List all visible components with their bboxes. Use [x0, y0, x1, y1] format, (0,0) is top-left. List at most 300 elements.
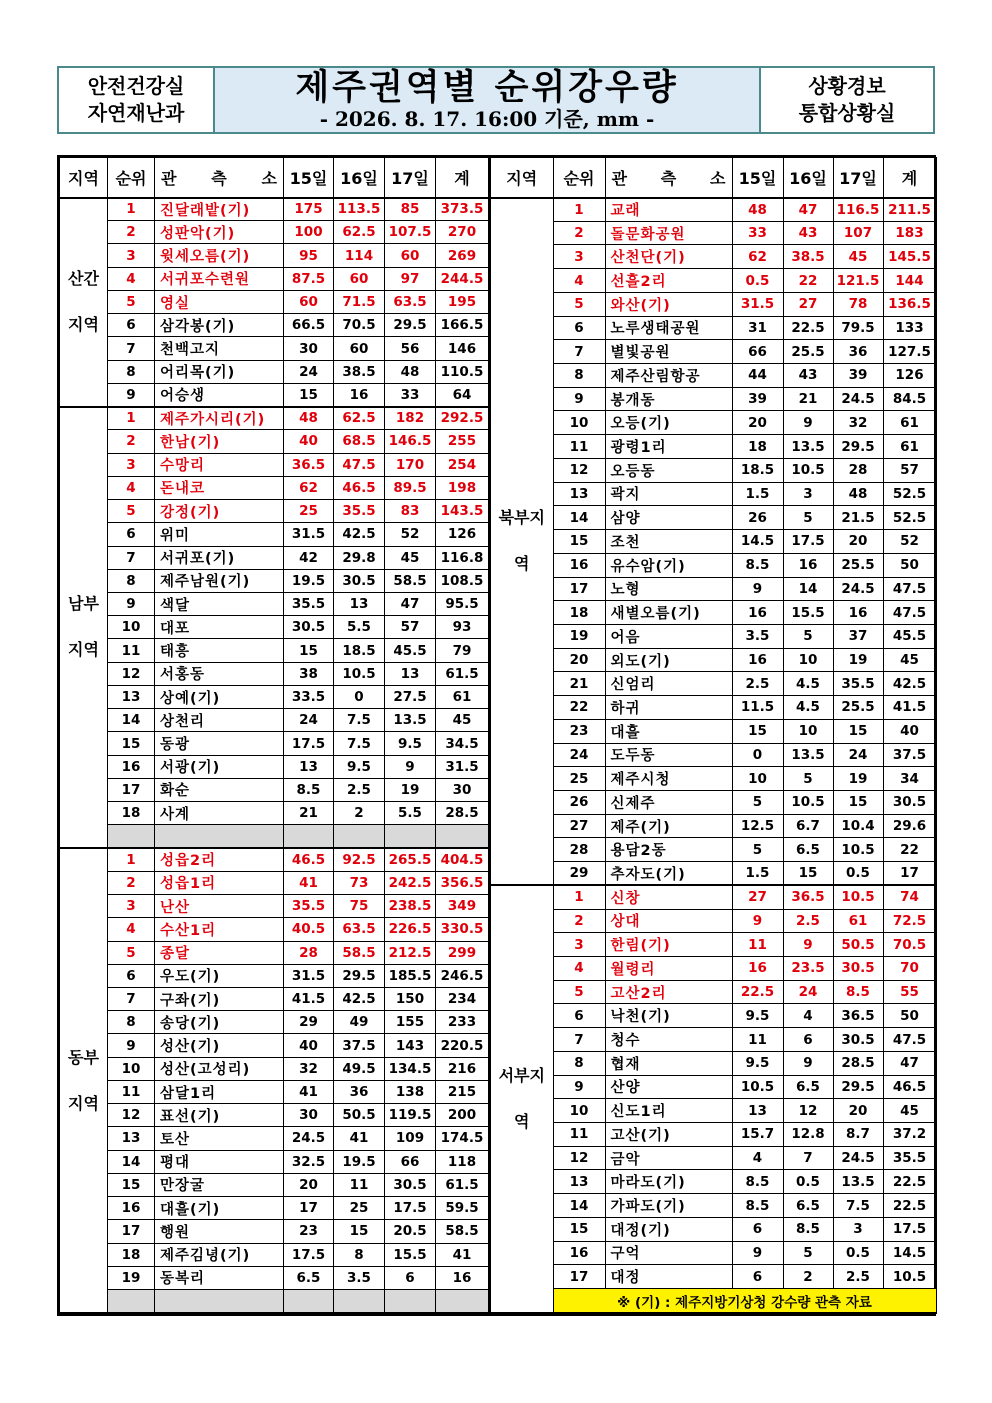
- rank-cell: 17: [108, 1220, 155, 1243]
- station-cell: 마라도(기): [605, 1170, 732, 1194]
- day15-cell: 6.5: [284, 1266, 334, 1289]
- day17-cell: 8.5: [833, 980, 883, 1004]
- station-cell: 신엄리: [605, 672, 732, 696]
- total-cell: 74: [883, 885, 936, 909]
- table-row: [490, 387, 936, 411]
- day16-cell: 62.5: [334, 407, 385, 430]
- table-row: [60, 709, 489, 732]
- station-cell: 위미: [155, 523, 284, 546]
- day15-cell: 15: [284, 383, 334, 406]
- station-cell: 난산: [155, 895, 284, 918]
- rank-cell: 22: [553, 696, 605, 720]
- table-row: [60, 732, 489, 755]
- station-cell: 대포: [155, 616, 284, 639]
- table-row: [490, 245, 936, 269]
- day17-cell: 24.5: [833, 577, 883, 601]
- table-row: [60, 267, 489, 290]
- station-cell: 봉개동: [605, 387, 732, 411]
- table-row: [60, 592, 489, 615]
- station-cell: 종달: [155, 941, 284, 964]
- station-cell: 송당(기): [155, 1011, 284, 1034]
- table-row: [60, 1057, 489, 1080]
- day15-cell: 27: [732, 885, 783, 909]
- table-row: [490, 553, 936, 577]
- rank-cell: 10: [553, 411, 605, 435]
- region-label: 산간지역: [60, 198, 108, 407]
- rank-cell: 2: [553, 909, 605, 933]
- total-cell: 34.5: [436, 732, 489, 755]
- table-row: [490, 1123, 936, 1147]
- day17-cell: 30.5: [833, 957, 883, 981]
- total-cell: 234: [436, 987, 489, 1010]
- total-cell: 41: [436, 1243, 489, 1266]
- day15-cell: 1.5: [732, 482, 783, 506]
- total-cell: 126: [436, 523, 489, 546]
- col-rank: 순위: [108, 158, 155, 198]
- station-cell: 서광(기): [155, 755, 284, 778]
- region-label: 남부지역: [60, 407, 108, 848]
- station-cell: 성산(고성리): [155, 1057, 284, 1080]
- station-cell: 토산: [155, 1127, 284, 1150]
- day15-cell: 24.5: [284, 1127, 334, 1150]
- day17-cell: 61: [833, 909, 883, 933]
- day15-cell: 40: [284, 430, 334, 453]
- rank-cell: 12: [553, 1146, 605, 1170]
- rank-cell: 9: [553, 387, 605, 411]
- rank-cell: 1: [108, 848, 155, 871]
- station-cell: 와산(기): [605, 292, 732, 316]
- total-cell: 29.6: [883, 814, 936, 838]
- rank-cell: 1: [553, 885, 605, 909]
- station-cell: 광령1리: [605, 435, 732, 459]
- table-row: [60, 918, 489, 941]
- day17-cell: 134.5: [385, 1057, 436, 1080]
- total-cell: 30: [436, 778, 489, 801]
- total-cell: 84.5: [883, 387, 936, 411]
- day17-cell: 48: [385, 360, 436, 383]
- rank-cell: 10: [108, 1057, 155, 1080]
- dept-line-1: 안전건강실: [87, 74, 185, 98]
- day16-cell: 30.5: [334, 569, 385, 592]
- table-row: [60, 314, 489, 337]
- rank-cell: 10: [108, 616, 155, 639]
- day15-cell: 30: [284, 1104, 334, 1127]
- page-subtitle: - 2026. 8. 17. 16:00 기준, mm -: [319, 107, 655, 131]
- table-row: [490, 364, 936, 388]
- station-cell: 월령리: [605, 957, 732, 981]
- day15-cell: 20: [732, 411, 783, 435]
- total-cell: 349: [436, 895, 489, 918]
- station-cell: 신제주: [605, 790, 732, 814]
- region-label: 서부지역: [490, 885, 553, 1313]
- day15-cell: 10.5: [732, 1075, 783, 1099]
- day16-cell: 2.5: [334, 778, 385, 801]
- station-cell: 돈내코: [155, 476, 284, 499]
- day15-cell: 25: [284, 500, 334, 523]
- station-cell: 구좌(기): [155, 987, 284, 1010]
- day17-cell: 25.5: [833, 553, 883, 577]
- day16-cell: 21: [783, 387, 833, 411]
- day16-cell: 38.5: [334, 360, 385, 383]
- col-day16: 16일: [783, 158, 833, 198]
- total-cell: 244.5: [436, 267, 489, 290]
- day17-cell: 45: [385, 546, 436, 569]
- day16-cell: 41: [334, 1127, 385, 1150]
- day15-cell: 100: [284, 221, 334, 244]
- station-cell: 표선(기): [155, 1104, 284, 1127]
- total-cell: 37.2: [883, 1123, 936, 1147]
- day16-cell: 49: [334, 1011, 385, 1034]
- table-row: [490, 1099, 936, 1123]
- station-cell: 행원: [155, 1220, 284, 1243]
- total-cell: 127.5: [883, 340, 936, 364]
- day17-cell: 21.5: [833, 506, 883, 530]
- day15-cell: 9.5: [732, 1004, 783, 1028]
- station-cell: 어리목(기): [155, 360, 284, 383]
- col-region: 지역: [490, 158, 553, 198]
- total-cell: 220.5: [436, 1034, 489, 1057]
- rank-cell: 6: [553, 316, 605, 340]
- table-row: [490, 790, 936, 814]
- table-row: [490, 980, 936, 1004]
- day15-cell: 35.5: [284, 592, 334, 615]
- day17-cell: 10.4: [833, 814, 883, 838]
- total-cell: 93: [436, 616, 489, 639]
- total-cell: 61: [883, 411, 936, 435]
- day16-cell: 35.5: [334, 500, 385, 523]
- day17-cell: 182: [385, 407, 436, 430]
- total-cell: 41.5: [883, 696, 936, 720]
- day15-cell: 31: [732, 316, 783, 340]
- day15-cell: 62: [284, 476, 334, 499]
- rank-cell: 6: [553, 1004, 605, 1028]
- total-cell: 45: [883, 648, 936, 672]
- day16-cell: 60: [334, 337, 385, 360]
- day16-cell: 62.5: [334, 221, 385, 244]
- station-cell: 제주시청: [605, 767, 732, 791]
- col-rank: 순위: [553, 158, 605, 198]
- station-cell: 상예(기): [155, 685, 284, 708]
- rank-cell: 16: [553, 1241, 605, 1265]
- day17-cell: 60: [385, 244, 436, 267]
- day16-cell: 37.5: [334, 1034, 385, 1057]
- day15-cell: [284, 1290, 334, 1313]
- day15-cell: 2.5: [732, 672, 783, 696]
- station-cell: 선흘2리: [605, 269, 732, 293]
- day16-cell: 43: [783, 364, 833, 388]
- day17-cell: 24.5: [833, 387, 883, 411]
- table-row: [490, 482, 936, 506]
- day15-cell: 11.5: [732, 696, 783, 720]
- station-cell: 외도(기): [605, 648, 732, 672]
- rank-cell: [108, 825, 155, 848]
- day16-cell: 18.5: [334, 639, 385, 662]
- station-cell: 새별오름(기): [605, 601, 732, 625]
- day16-cell: 9: [783, 1051, 833, 1075]
- day17-cell: 35.5: [833, 672, 883, 696]
- day16-cell: 6.5: [783, 1194, 833, 1218]
- table-row: [490, 862, 936, 886]
- day16-cell: 75: [334, 895, 385, 918]
- table-row: [490, 1146, 936, 1170]
- total-cell: 70.5: [883, 933, 936, 957]
- total-cell: 52.5: [883, 506, 936, 530]
- total-cell: 404.5: [436, 848, 489, 871]
- table-row: [60, 1080, 489, 1103]
- day15-cell: 60: [284, 290, 334, 313]
- table-row: [490, 648, 936, 672]
- rank-cell: 14: [553, 506, 605, 530]
- day17-cell: 30.5: [833, 1028, 883, 1052]
- day17-cell: 13: [385, 662, 436, 685]
- day17-cell: 83: [385, 500, 436, 523]
- day16-cell: 43: [783, 221, 833, 245]
- col-day15: 15일: [284, 158, 334, 198]
- day15-cell: 9: [732, 1241, 783, 1265]
- rainfall-table-left: [59, 157, 489, 1314]
- rank-cell: 29: [553, 862, 605, 886]
- day17-cell: 242.5: [385, 871, 436, 894]
- day15-cell: 15: [284, 639, 334, 662]
- table-row: [490, 1075, 936, 1099]
- rank-cell: 24: [553, 743, 605, 767]
- station-cell: 동복리: [155, 1266, 284, 1289]
- day15-cell: 15.7: [732, 1123, 783, 1147]
- table-row: [60, 685, 489, 708]
- table-row: [490, 743, 936, 767]
- day17-cell: 63.5: [385, 290, 436, 313]
- dept-line-2: 자연재난과: [87, 101, 185, 125]
- station-cell: 가파도(기): [605, 1194, 732, 1218]
- day17-cell: 138: [385, 1080, 436, 1103]
- day17-cell: 39: [833, 364, 883, 388]
- total-cell: 356.5: [436, 871, 489, 894]
- station-cell: 산양: [605, 1075, 732, 1099]
- day15-cell: 9: [732, 909, 783, 933]
- day16-cell: 73: [334, 871, 385, 894]
- day15-cell: 33.5: [284, 685, 334, 708]
- rank-cell: 8: [108, 360, 155, 383]
- day15-cell: 0: [732, 743, 783, 767]
- day15-cell: 66: [732, 340, 783, 364]
- station-cell: 사계: [155, 802, 284, 825]
- table-row: [60, 964, 489, 987]
- col-station: 관 측 소: [155, 158, 284, 198]
- day16-cell: 7.5: [334, 709, 385, 732]
- table-row: [60, 383, 489, 406]
- rank-cell: 18: [108, 1243, 155, 1266]
- total-cell: 133: [883, 316, 936, 340]
- total-cell: 16: [436, 1266, 489, 1289]
- station-cell: 동광: [155, 732, 284, 755]
- station-cell: 조천: [605, 530, 732, 554]
- total-cell: 22: [883, 838, 936, 862]
- rank-cell: 20: [553, 648, 605, 672]
- day17-cell: 29.5: [385, 314, 436, 337]
- day16-cell: 2: [334, 802, 385, 825]
- day15-cell: 48: [284, 407, 334, 430]
- day16-cell: 36.5: [783, 885, 833, 909]
- total-cell: 174.5: [436, 1127, 489, 1150]
- rank-cell: 13: [553, 1170, 605, 1194]
- total-cell: 30.5: [883, 790, 936, 814]
- station-cell: 상대: [605, 909, 732, 933]
- station-cell: 오등동: [605, 458, 732, 482]
- day17-cell: 121.5: [833, 269, 883, 293]
- day15-cell: 39: [732, 387, 783, 411]
- table-row: [490, 957, 936, 981]
- day17-cell: 56: [385, 337, 436, 360]
- day15-cell: 11: [732, 933, 783, 957]
- day17-cell: 20: [833, 530, 883, 554]
- table-row: [490, 601, 936, 625]
- station-cell: 진달래밭(기): [155, 198, 284, 221]
- day15-cell: 8.5: [732, 1170, 783, 1194]
- total-cell: 292.5: [436, 407, 489, 430]
- day16-cell: 6.7: [783, 814, 833, 838]
- station-cell: 제주가시리(기): [155, 407, 284, 430]
- rank-cell: 9: [553, 1075, 605, 1099]
- rank-cell: 25: [553, 767, 605, 791]
- day16-cell: 5: [783, 506, 833, 530]
- rank-cell: 5: [553, 292, 605, 316]
- col-day16: 16일: [334, 158, 385, 198]
- rank-cell: 16: [108, 1197, 155, 1220]
- station-cell: 제주김녕(기): [155, 1243, 284, 1266]
- source-note: ※ (기) : 제주지방기상청 강수량 관측 자료: [553, 1289, 936, 1313]
- day15-cell: 24: [284, 709, 334, 732]
- table-row: [60, 848, 489, 871]
- table-row: [60, 941, 489, 964]
- station-cell: 윗세오름(기): [155, 244, 284, 267]
- rank-cell: 17: [553, 1265, 605, 1289]
- rank-cell: 4: [108, 918, 155, 941]
- total-cell: 246.5: [436, 964, 489, 987]
- day15-cell: 40: [284, 1034, 334, 1057]
- col-region: 지역: [60, 158, 108, 198]
- day17-cell: 150: [385, 987, 436, 1010]
- day15-cell: 16: [732, 648, 783, 672]
- table-row: [490, 1241, 936, 1265]
- table-row: [60, 802, 489, 825]
- day16-cell: 6: [783, 1028, 833, 1052]
- rank-cell: 23: [553, 719, 605, 743]
- station-cell: 어승생: [155, 383, 284, 406]
- rank-cell: 3: [108, 895, 155, 918]
- total-cell: 46.5: [883, 1075, 936, 1099]
- day17-cell: 37: [833, 624, 883, 648]
- day15-cell: 36.5: [284, 453, 334, 476]
- station-cell: 제주남원(기): [155, 569, 284, 592]
- day16-cell: 2: [783, 1265, 833, 1289]
- rank-cell: 12: [108, 1104, 155, 1127]
- day17-cell: 6: [385, 1266, 436, 1289]
- day17-cell: 97: [385, 267, 436, 290]
- day16-cell: 63.5: [334, 918, 385, 941]
- day16-cell: 12.8: [783, 1123, 833, 1147]
- table-row: [60, 337, 489, 360]
- day16-cell: 25: [334, 1197, 385, 1220]
- rank-cell: 15: [108, 1173, 155, 1196]
- day16-cell: 114: [334, 244, 385, 267]
- station-cell: 고산2리: [605, 980, 732, 1004]
- table-row: [60, 639, 489, 662]
- rank-cell: 4: [553, 269, 605, 293]
- rank-cell: 3: [108, 244, 155, 267]
- table-row: [60, 1173, 489, 1196]
- document-header: [57, 66, 935, 134]
- day15-cell: 6: [732, 1217, 783, 1241]
- rank-cell: 19: [553, 624, 605, 648]
- col-day17: 17일: [833, 158, 883, 198]
- day15-cell: 8.5: [732, 553, 783, 577]
- rank-cell: 2: [108, 221, 155, 244]
- station-cell: 신창: [605, 885, 732, 909]
- station-cell: 수산1리: [155, 918, 284, 941]
- table-row: [490, 435, 936, 459]
- day16-cell: 13.5: [783, 435, 833, 459]
- total-cell: 47: [883, 1051, 936, 1075]
- day16-cell: 113.5: [334, 198, 385, 221]
- rank-cell: 2: [108, 430, 155, 453]
- day16-cell: 92.5: [334, 848, 385, 871]
- day16-cell: 22: [783, 269, 833, 293]
- day16-cell: 5: [783, 767, 833, 791]
- rank-cell: 13: [553, 482, 605, 506]
- day16-cell: 7.5: [334, 732, 385, 755]
- total-cell: 55: [883, 980, 936, 1004]
- table-row: [490, 719, 936, 743]
- table-row: [60, 523, 489, 546]
- station-cell: 대정(기): [605, 1217, 732, 1241]
- table-row: [60, 430, 489, 453]
- day17-cell: 85: [385, 198, 436, 221]
- rank-cell: 6: [108, 314, 155, 337]
- station-cell: 한림(기): [605, 933, 732, 957]
- station-cell: 태흥: [155, 639, 284, 662]
- day17-cell: 10.5: [833, 885, 883, 909]
- total-cell: 126: [883, 364, 936, 388]
- table-row: [60, 662, 489, 685]
- table-row: [60, 871, 489, 894]
- station-cell: 곽지: [605, 482, 732, 506]
- rank-cell: 11: [553, 1123, 605, 1147]
- station-cell: 노루생태공원: [605, 316, 732, 340]
- day17-cell: 13.5: [385, 709, 436, 732]
- day15-cell: 12.5: [732, 814, 783, 838]
- station-cell: 제주산림항공: [605, 364, 732, 388]
- rank-cell: 18: [108, 802, 155, 825]
- table-row: [60, 1290, 489, 1313]
- station-cell: 삼양: [605, 506, 732, 530]
- station-cell: 한남(기): [155, 430, 284, 453]
- table-header-row: [60, 158, 489, 198]
- total-cell: 211.5: [883, 198, 936, 222]
- day17-cell: 50.5: [833, 933, 883, 957]
- station-cell: [155, 1290, 284, 1313]
- day15-cell: 13: [732, 1099, 783, 1123]
- rank-cell: 26: [553, 790, 605, 814]
- table-row: [490, 506, 936, 530]
- rank-cell: 11: [108, 1080, 155, 1103]
- rank-cell: 3: [553, 245, 605, 269]
- day17-cell: 2.5: [833, 1265, 883, 1289]
- station-cell: 제주(기): [605, 814, 732, 838]
- table-row: [60, 825, 489, 848]
- day15-cell: 9.5: [732, 1051, 783, 1075]
- table-row: [60, 1127, 489, 1150]
- rank-cell: 1: [553, 198, 605, 222]
